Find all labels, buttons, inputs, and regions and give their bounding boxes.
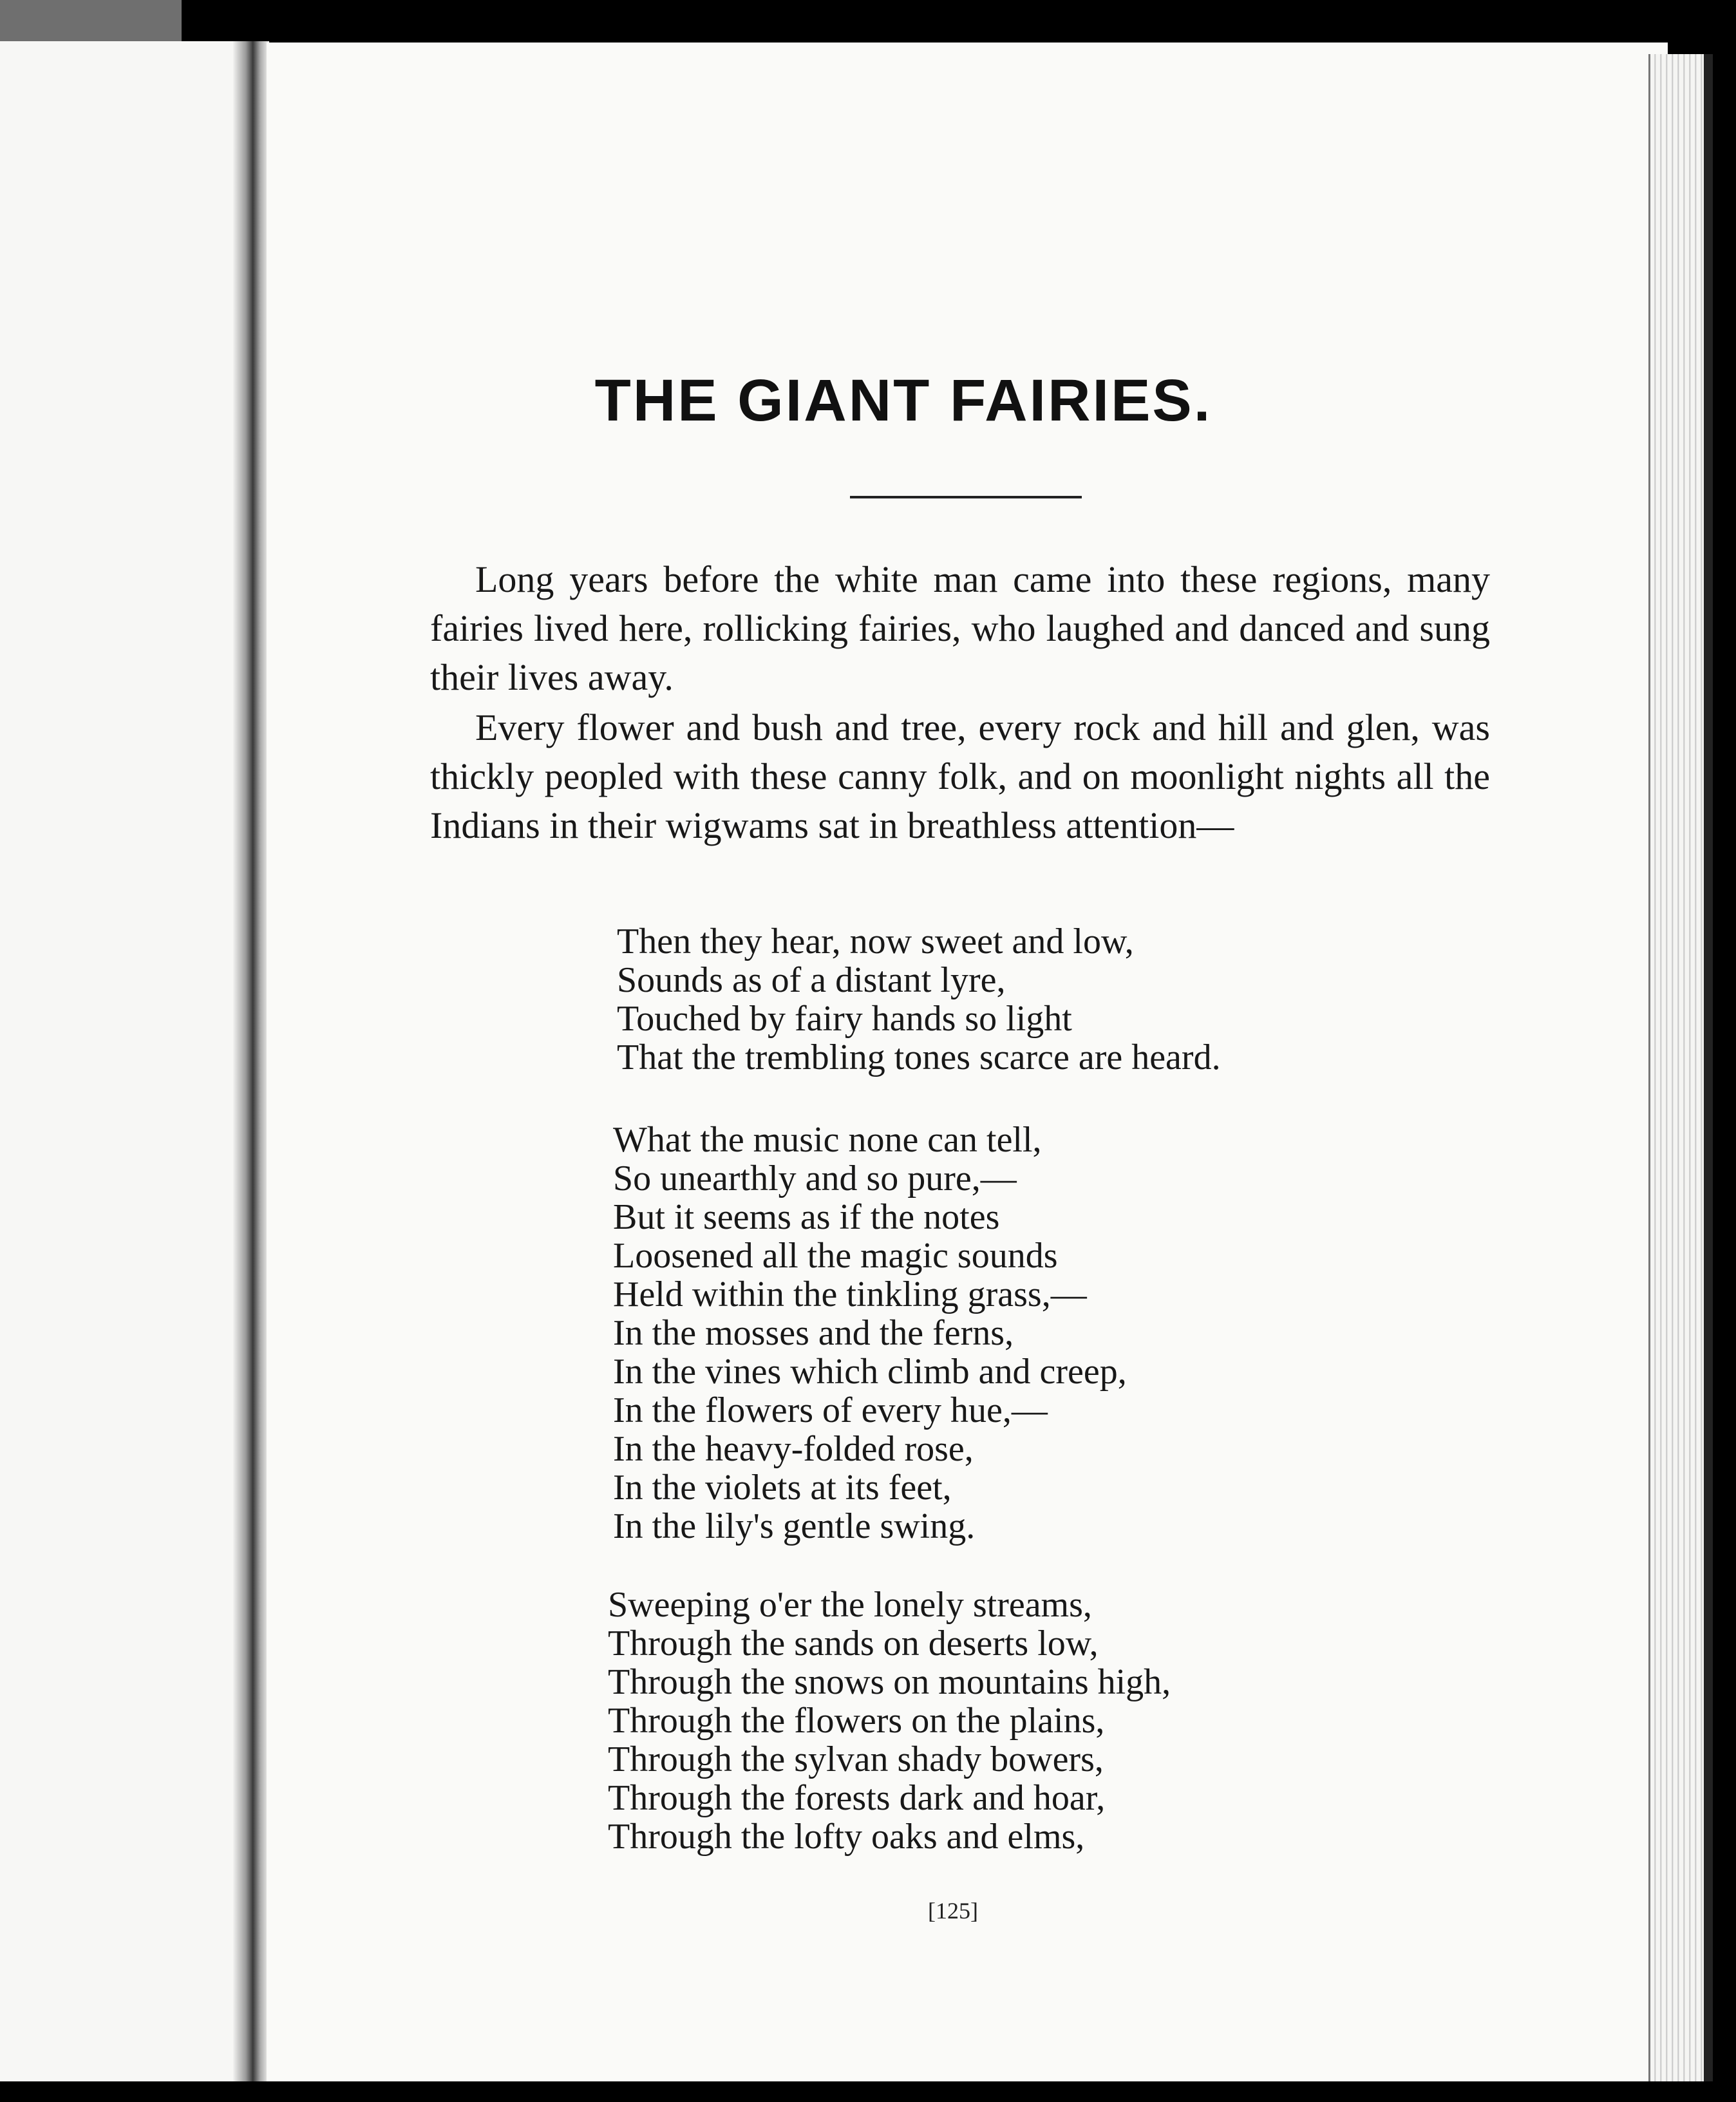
poem-line: Sweeping o'er the lonely streams, xyxy=(608,1585,1092,1625)
poem-line: In the vines which climb and creep, xyxy=(613,1352,1127,1392)
poem-line: Then they hear, now sweet and low, xyxy=(617,922,1134,961)
book-gutter xyxy=(233,41,269,2081)
poem-line: Held within the tinkling grass,— xyxy=(613,1274,1087,1314)
poem-stanza-1 xyxy=(617,922,1221,1077)
poem-line: In the lily's gentle swing. xyxy=(613,1506,976,1546)
poem-line: Through the sands on deserts low, xyxy=(608,1624,1099,1663)
poem-line: Through the sylvan shady bowers, xyxy=(608,1739,1104,1779)
left-page-edge xyxy=(0,0,182,41)
page-edges xyxy=(1648,54,1706,2081)
poem-line: In the mosses and the ferns, xyxy=(613,1313,1014,1353)
poem-line: Through the flowers on the plains, xyxy=(608,1701,1105,1741)
poem-line: In the violets at its feet, xyxy=(613,1468,952,1508)
bottom-border xyxy=(0,2081,1736,2102)
page-edges-shadow xyxy=(1704,54,1713,2081)
poem-line: Touched by fairy hands so light xyxy=(617,999,1072,1039)
left-page xyxy=(0,41,243,2081)
poem-stanza-2 xyxy=(613,1121,1127,1546)
poem-line: That the trembling tones scarce are heard. xyxy=(617,1037,1221,1077)
poem-line: Through the forests dark and hoar, xyxy=(608,1778,1106,1818)
poem-line: Loosened all the magic sounds xyxy=(613,1236,1058,1276)
poem-line: Sounds as of a distant lyre, xyxy=(617,960,1006,1000)
poem-line: In the heavy-folded rose, xyxy=(613,1429,974,1469)
prose-paragraph-2 xyxy=(430,703,1490,850)
poem-line: In the flowers of every hue,— xyxy=(613,1390,1048,1430)
poem-line: Through the lofty oaks and elms, xyxy=(608,1817,1085,1857)
poem-line: What the music none can tell, xyxy=(613,1120,1042,1160)
prose-paragraph-1 xyxy=(430,555,1490,702)
poem-line: Through the snows on mountains high, xyxy=(608,1662,1171,1702)
poem-line: So unearthly and so pure,— xyxy=(613,1159,1017,1198)
title-rule xyxy=(850,496,1082,498)
paragraph-text: Every flower and bush and tree, every rock and hill and glen, was thickly peopled with these canny folk, and on moonlight nights all the Indians in their wigwams sat in breathless attention— xyxy=(430,706,1490,846)
page-number: [125] xyxy=(928,1898,978,1924)
chapter-title: THE GIANT FAIRIES. xyxy=(594,368,1212,433)
poem-stanza-3 xyxy=(608,1586,1171,1856)
paragraph-text: Long years before the white man came into these regions, many fairies lived here, rollicking fairies, who laughed and danced and sung their lives away. xyxy=(430,558,1490,698)
poem-line: But it seems as if the notes xyxy=(613,1197,1000,1237)
